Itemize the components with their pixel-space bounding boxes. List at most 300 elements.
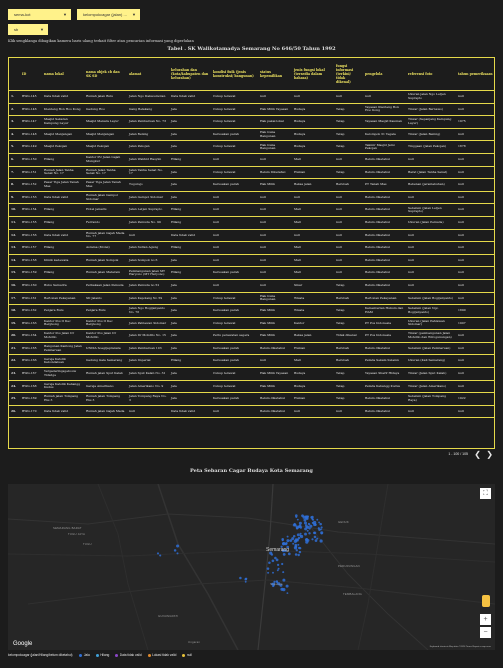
legend-dot-icon (79, 654, 82, 657)
table-cell: Gereja Amerikano (84, 380, 127, 393)
row-number-cell: 6. (9, 153, 20, 166)
row-number-cell: 20. (9, 330, 20, 343)
table-row[interactable] (9, 267, 495, 280)
table-cell: Kerusakan parah (211, 305, 258, 318)
zoom-in-button[interactable]: + (480, 614, 491, 625)
heritage-point-marker[interactable] (304, 521, 307, 524)
table-cell: Hak pakai lokal (258, 116, 292, 129)
table-cell: null (456, 242, 495, 255)
table-cell: Jalan Pemuda No. 99 (127, 216, 169, 229)
heritage-point-marker[interactable] (245, 578, 247, 580)
heritage-point-marker[interactable] (297, 554, 299, 556)
table-cell: Tinzar (Jalan Bernawo) (406, 103, 456, 116)
table-cell: Jalan Pahlawan Sidomar (127, 317, 169, 330)
table-row[interactable] (9, 380, 495, 393)
heritage-point-marker[interactable] (315, 539, 318, 542)
table-cell: Cukup terawat (211, 368, 258, 381)
heritage-point-marker[interactable] (319, 523, 322, 526)
table-cell: Hilang (42, 204, 84, 217)
table-cell: Belum Diketahui (258, 166, 292, 179)
table-row[interactable] (9, 368, 495, 381)
table-cell: null (258, 254, 292, 267)
table-cell: 1907 (456, 317, 495, 330)
heritage-point-marker[interactable] (299, 522, 302, 525)
table-cell: Rumah jalan Gajah Mada No. 77 (84, 229, 127, 242)
table-cell: BWG-163 (20, 317, 42, 330)
table-cell: null (292, 191, 334, 204)
heritage-point-marker[interactable] (300, 533, 302, 535)
heritage-point-marker[interactable] (316, 538, 318, 540)
heritage-point-marker[interactable] (295, 553, 298, 556)
table-row[interactable] (9, 116, 495, 129)
table-cell: Masjid Sekaran Kampung Layur (42, 116, 84, 129)
table-cell: PT Pos Indonesia (363, 330, 406, 343)
table-cell: Berubah (334, 342, 363, 355)
heritage-point-marker[interactable] (159, 554, 161, 556)
table-cell: Gang Belakang (127, 103, 169, 116)
table-cell: Jalan Ngo Bogijanyanto No. 76 (127, 305, 169, 318)
heritage-point-marker[interactable] (304, 527, 307, 530)
table-cell: Hilang (169, 242, 211, 255)
heritage-point-marker[interactable] (282, 571, 284, 573)
table-cell: null (456, 128, 495, 141)
table-cell: Budaya (292, 128, 334, 141)
row-number-cell: 13. (9, 242, 20, 255)
heritage-point-marker[interactable] (314, 536, 317, 539)
table-cell: Tinzar (pembangunan Jalan Mohdllo dan Wirogunungan) (406, 330, 456, 343)
table-cell: Sinar (292, 279, 334, 292)
table-row[interactable] (9, 330, 495, 343)
heritage-point-marker[interactable] (245, 581, 247, 583)
table-cell: Hilang (169, 267, 211, 280)
table-cell: null (258, 242, 292, 255)
table-cell: Mall (292, 204, 334, 217)
heritage-point-marker[interactable] (297, 519, 299, 521)
table-cell: null (258, 153, 292, 166)
heritage-point-marker[interactable] (293, 535, 296, 538)
table-cell: Jalan Amerikano No. 9 (127, 380, 169, 393)
table-cell: null (127, 229, 169, 242)
column-header[interactable]: kondisi fisik (jenis konstruksi/ bangunan) (211, 58, 258, 91)
heritage-point-marker[interactable] (267, 567, 270, 570)
table-cell: Cukup terawat (211, 91, 258, 104)
table-cell: Gedung Gala Semarang (84, 355, 127, 368)
table-cell: BWG-148 (20, 128, 42, 141)
table-cell: BWG-156 (20, 229, 42, 242)
table-cell: Rumah jalan Gempol Sidomar (84, 191, 127, 204)
table-cell: BWG-168 (20, 380, 42, 393)
heritage-point-marker[interactable] (267, 572, 269, 574)
table-cell: Hotel jamaris (84, 204, 127, 217)
table-cell: BWG-146 (20, 103, 42, 116)
table-cell: Ferrando (84, 216, 127, 229)
table-cell: null (406, 405, 456, 418)
table-cell: Jalan Kapolang No 59 (127, 292, 169, 305)
table-cell: Kerusakan parah (211, 179, 258, 192)
table-cell: Yayasan Masjid Kauman (363, 116, 406, 129)
legend-label: Data tidak valid (119, 653, 142, 657)
table-cell: null (456, 216, 495, 229)
table-cell: null (406, 242, 456, 255)
table-row[interactable] (9, 292, 495, 305)
table-row[interactable] (9, 204, 495, 217)
third-filter-select[interactable] (8, 24, 48, 35)
table-cell: Mall (292, 242, 334, 255)
table-cell: Sebelum (Jalan Letjen Suprapto) (406, 204, 456, 217)
pagination (8, 449, 495, 461)
table-cell: Jalan Pekojan (127, 141, 169, 154)
table-cell: Bubu Samudra (42, 279, 84, 292)
heritage-point-marker[interactable] (291, 537, 294, 540)
column-header[interactable]: tahun pemeriksaan (456, 58, 495, 91)
heritage-point-marker[interactable] (308, 532, 310, 534)
heritage-point-marker[interactable] (320, 528, 322, 530)
table-cell: Jala (169, 191, 211, 204)
table-cell: Sebelum (Jalan Tompang Raya) (406, 393, 456, 406)
heritage-point-marker[interactable] (285, 542, 287, 544)
table-cell: Data tidak valid (42, 91, 84, 104)
table-cell: Jalan Pemuda no 52 (127, 279, 169, 292)
table-cell: Perlu perawatan segera (211, 330, 258, 343)
table-cell: Cukup terawat (211, 317, 258, 330)
heritage-point-marker[interactable] (281, 563, 283, 565)
table-cell: null (363, 91, 406, 104)
table-cell: Pemda Sekam Sulamn (363, 355, 406, 368)
table-cell: Belum diketahui (363, 191, 406, 204)
column-header[interactable]: nama objek cb dan SK SD (84, 58, 127, 91)
heritage-point-marker[interactable] (298, 537, 300, 539)
next-page-button[interactable]: ❯ (486, 450, 493, 459)
table-cell: null (258, 355, 292, 368)
heritage-point-marker[interactable] (277, 564, 279, 566)
heritage-point-marker[interactable] (282, 542, 285, 545)
table-cell: null (406, 153, 456, 166)
table-row[interactable] (9, 305, 495, 318)
zoom-out-button[interactable]: − (480, 627, 491, 638)
table-cell: Tugurejo (127, 179, 169, 192)
heritage-point-marker[interactable] (307, 530, 309, 532)
heritage-point-marker[interactable] (272, 572, 274, 574)
table-cell: Jalan Bening (127, 128, 169, 141)
row-number-cell: 12. (9, 229, 20, 242)
heritage-point-marker[interactable] (321, 526, 323, 528)
kota-filter-select[interactable] (8, 9, 71, 20)
table-cell: Hilang (169, 153, 211, 166)
heritage-point-marker[interactable] (313, 523, 316, 526)
table-cell: Hilang (42, 242, 84, 255)
legend-dot-icon (96, 654, 99, 657)
table-cell: Hak Milik (258, 380, 292, 393)
table-cell: Jala (169, 166, 211, 179)
heritage-point-marker[interactable] (296, 549, 298, 551)
table-cell: Cukup terawat (211, 292, 258, 305)
table-row[interactable] (9, 141, 495, 154)
table-cell: null (211, 279, 258, 292)
table-cell: null (258, 216, 292, 229)
table-cell: Klinik kedewata (42, 254, 84, 267)
table-row[interactable] (9, 216, 495, 229)
table-cell: null (456, 103, 495, 116)
table-cell: Barat (Jalan Tanha Senat) (406, 166, 456, 179)
table-row[interactable] (9, 191, 495, 204)
heritage-point-marker[interactable] (308, 523, 310, 525)
table-cell: Belum diketahui (363, 216, 406, 229)
table-cell: Hak Milik Yayasan (258, 368, 292, 381)
table-cell: Kerusakan parah (211, 355, 258, 368)
heritage-point-marker[interactable] (309, 525, 312, 528)
heritage-point-marker[interactable] (278, 568, 280, 570)
table-row[interactable] (9, 103, 495, 116)
heritage-point-marker[interactable] (157, 552, 159, 554)
heritage-point-marker[interactable] (305, 524, 308, 527)
google-logo: Google (13, 641, 33, 647)
heritage-point-marker[interactable] (299, 547, 301, 549)
heritage-point-marker[interactable] (239, 577, 242, 580)
table-row[interactable] (9, 153, 495, 166)
table-cell: Budaya (292, 141, 334, 154)
table-cell: Hunian (292, 342, 334, 355)
table-cell: null (456, 191, 495, 204)
heritage-point-marker[interactable] (305, 538, 308, 541)
heritage-point-marker[interactable] (313, 532, 315, 534)
table-cell: Wisata (292, 292, 334, 305)
heritage-point-marker[interactable] (176, 544, 179, 547)
data-table (9, 58, 495, 418)
column-header[interactable]: jenis fungsi lokal (tersedia dalam bahasa) (292, 58, 334, 91)
table-cell: BWG-155 (20, 216, 42, 229)
legend-item (148, 653, 177, 657)
table-cell: Ukuran (Jalan Pahlawan Sidomar) (406, 317, 456, 330)
table-cell: Yayasan Klenteng Bon Hoo Kong (363, 103, 406, 116)
heritage-point-marker[interactable] (299, 551, 301, 553)
row-number-cell: 14. (9, 254, 20, 267)
heritage-point-marker[interactable] (310, 516, 312, 518)
heritage-point-marker[interactable] (297, 533, 300, 536)
map-title: Peta Sebaran Cagar Budaya Kota Semarang (190, 468, 313, 474)
heritage-point-marker[interactable] (286, 585, 289, 588)
table-cell: 1922 (456, 393, 495, 406)
table-row[interactable] (9, 405, 495, 418)
table-cell: Penjara Bulu (84, 305, 127, 318)
heritage-point-marker[interactable] (311, 538, 313, 540)
column-header[interactable]: pengelola (363, 58, 406, 91)
table-cell: null (334, 216, 363, 229)
table-cell: Jalan Ngo Daksosmotan (127, 91, 169, 104)
table-cell: Mall (292, 216, 334, 229)
table-cell: Tinzar (Jalan Sput Kalab) (406, 368, 456, 381)
column-header[interactable]: alamat (127, 58, 169, 91)
column-header[interactable]: ID (20, 58, 42, 91)
legend-item (79, 653, 89, 657)
row-number-cell: 17. (9, 292, 20, 305)
table-cell: Data tidak valid (169, 405, 211, 418)
heritage-point-marker[interactable] (174, 549, 177, 552)
table-row[interactable] (9, 279, 495, 292)
heritage-point-marker[interactable] (305, 515, 308, 518)
table-row[interactable] (9, 179, 495, 192)
table-cell: Mall (292, 267, 334, 280)
table-cell: null (456, 254, 495, 267)
table-cell: null (211, 405, 258, 418)
table-cell: null (456, 229, 495, 242)
column-header[interactable]: referensi foto (406, 58, 456, 91)
table-cell: Belum diketahui (363, 254, 406, 267)
legend-label: Hilang (100, 653, 110, 657)
table-cell: null (258, 279, 292, 292)
table-row[interactable] (9, 393, 495, 406)
kelompok-filter-select[interactable] (77, 9, 140, 20)
table-cell: Perkakaan jalan Pemuda (84, 279, 127, 292)
table-cell: null (258, 229, 292, 242)
table-cell: Hunian (292, 166, 334, 179)
prev-page-button[interactable]: ❮ (474, 450, 481, 459)
table-cell: Rumah jalan Bulu (84, 91, 127, 104)
table-cell: null (334, 204, 363, 217)
table-cell: null (334, 153, 363, 166)
filter-note: Klik sengklanga dibagikan kamera baris ulang terkait filter atau pencarian informasi yang diperlukan (8, 39, 194, 43)
heritage-point-marker[interactable] (283, 553, 286, 556)
heritage-point-marker[interactable] (177, 552, 179, 554)
table-cell: Pasar Tiga Jalan Tanah Mas (84, 179, 127, 192)
heritage-point-marker[interactable] (286, 592, 288, 594)
table-cell: null (456, 179, 495, 192)
table-cell: Gedung Hoo (84, 103, 127, 116)
table-cell: SD Jalanlo (84, 292, 127, 305)
column-header[interactable]: nama lokal (42, 58, 84, 91)
row-number-cell: 23. (9, 368, 20, 381)
column-header[interactable]: kelurahan dan (kota/kabupaten dan kelurahan) (169, 58, 211, 91)
table-cell: Jalan Wakhid Hasyim (127, 153, 169, 166)
table-cell: Jalan Letjen Suprapto (127, 204, 169, 217)
row-number-cell: 16. (9, 279, 20, 292)
table-cell: Belum diketahui (363, 204, 406, 217)
table-cell: Bertonan Pekeyanan (42, 292, 84, 305)
table-row[interactable] (9, 342, 495, 355)
heritage-point-marker[interactable] (296, 527, 298, 529)
heritage-point-marker[interactable] (276, 559, 279, 562)
table-cell: null (406, 267, 456, 280)
data-table-container (8, 57, 495, 449)
table-row[interactable] (9, 355, 495, 368)
legend-item (115, 653, 141, 657)
legend-label: Lokasi tidak valid (152, 653, 177, 657)
heritage-point-marker[interactable] (301, 514, 304, 517)
table-cell: Ukuran (Kali Semarang) (406, 355, 456, 368)
table-title: Tabel . SK Walikotamadya Semarang No 646/50 Tahun 1992 (167, 46, 336, 52)
table-cell: Jala (169, 116, 211, 129)
table-cell: null (334, 267, 363, 280)
table-cell: BWG-147 (20, 116, 42, 129)
table-header-row (9, 58, 495, 91)
table-cell: null (334, 405, 363, 418)
heritage-point-marker[interactable] (268, 562, 271, 565)
table-cell: Hak Milik (258, 179, 292, 192)
heritage-point-marker[interactable] (286, 539, 289, 542)
heritage-point-marker[interactable] (303, 519, 306, 522)
legend-dot-icon (115, 654, 118, 657)
table-cell: BWG-162 (20, 305, 42, 318)
table-cell: null (258, 91, 292, 104)
table-cell: Cukup terawat (211, 116, 258, 129)
table-cell: null (456, 153, 495, 166)
heritage-point-marker[interactable] (294, 524, 297, 527)
heritage-point-marker[interactable] (318, 521, 320, 523)
table-cell: Kantor PU Jalan Gajah Mungkur (84, 153, 127, 166)
heritage-point-marker[interactable] (295, 545, 298, 548)
table-row[interactable] (9, 254, 495, 267)
table-cell: Budaya (292, 116, 334, 129)
table-cell: Belum diketahui (258, 405, 292, 418)
table-cell: Hilang (42, 267, 84, 280)
table-cell: Tetap (334, 141, 363, 154)
table-cell: Belum diketahui (363, 267, 406, 280)
row-number-cell: 1. (9, 91, 20, 104)
area-label: TUGU JAYA (68, 532, 86, 536)
heritage-point-marker[interactable] (316, 519, 318, 521)
table-cell: Rumah Jalan Tanha Senat No. 17 (42, 166, 84, 179)
heritage-point-marker[interactable] (297, 544, 299, 546)
table-cell: Mall (292, 355, 334, 368)
fullscreen-button[interactable]: ⛶ (480, 488, 491, 499)
table-row[interactable] (9, 317, 495, 330)
map-attribution[interactable]: Keyboard shortcuts Map data ©2024 Terms Report a map error (429, 646, 491, 648)
column-header-no (9, 58, 20, 91)
column-header[interactable]: fungsi informasi (terkini/ tidak dikenal) (334, 58, 363, 91)
table-row[interactable] (9, 166, 495, 179)
table-cell: Jala (169, 342, 211, 355)
heritage-point-marker[interactable] (282, 539, 284, 541)
heritage-point-marker[interactable] (287, 536, 289, 538)
table-cell: Tinggaan (Jalan Pekojan) (406, 141, 456, 154)
chevron-down-icon: ▼ (63, 12, 67, 17)
heritage-point-marker[interactable] (320, 539, 323, 542)
street-view-pegman-icon[interactable] (482, 595, 490, 607)
table-cell: BWG-164 (20, 330, 42, 343)
heritage-point-marker[interactable] (292, 543, 294, 545)
heritage-point-marker[interactable] (312, 519, 314, 521)
table-cell: Hilang (169, 216, 211, 229)
table-row[interactable] (9, 91, 495, 104)
heritage-point-marker[interactable] (299, 525, 302, 528)
table-cell: BWG-152 (20, 179, 42, 192)
kelompok-filter-value: kelompokcagar (jalan) ... (83, 12, 127, 17)
heritage-point-marker[interactable] (272, 559, 275, 562)
table-cell: Jalan Pembaruan No. 73 (127, 116, 169, 129)
column-header[interactable]: status kepemilikan (258, 58, 292, 91)
heritage-points-layer (8, 484, 495, 650)
table-cell: Pasar Tiga Jalan Tanah Mas (42, 179, 84, 192)
table-cell: Tinzar (Jalan Bening) (406, 128, 456, 141)
table-cell: null (334, 91, 363, 104)
table-cell: null (406, 279, 456, 292)
heritage-point-marker[interactable] (321, 532, 323, 534)
table-cell: Masjid Menjangan (42, 128, 84, 141)
table-cell: null (456, 91, 495, 104)
map-view[interactable] (8, 484, 495, 650)
table-row[interactable] (9, 128, 495, 141)
table-row[interactable] (9, 242, 495, 255)
table-row[interactable] (9, 229, 495, 242)
heritage-point-marker[interactable] (300, 535, 303, 538)
heritage-point-marker[interactable] (304, 533, 307, 536)
table-cell: Belum diketahui (258, 393, 292, 406)
table-cell: Belum diketahui (363, 166, 406, 179)
heritage-point-marker[interactable] (295, 516, 297, 518)
table-cell: Jala (169, 292, 211, 305)
heritage-point-marker[interactable] (280, 588, 283, 591)
table-cell: null (127, 405, 169, 418)
table-cell: Tetap (334, 380, 363, 393)
